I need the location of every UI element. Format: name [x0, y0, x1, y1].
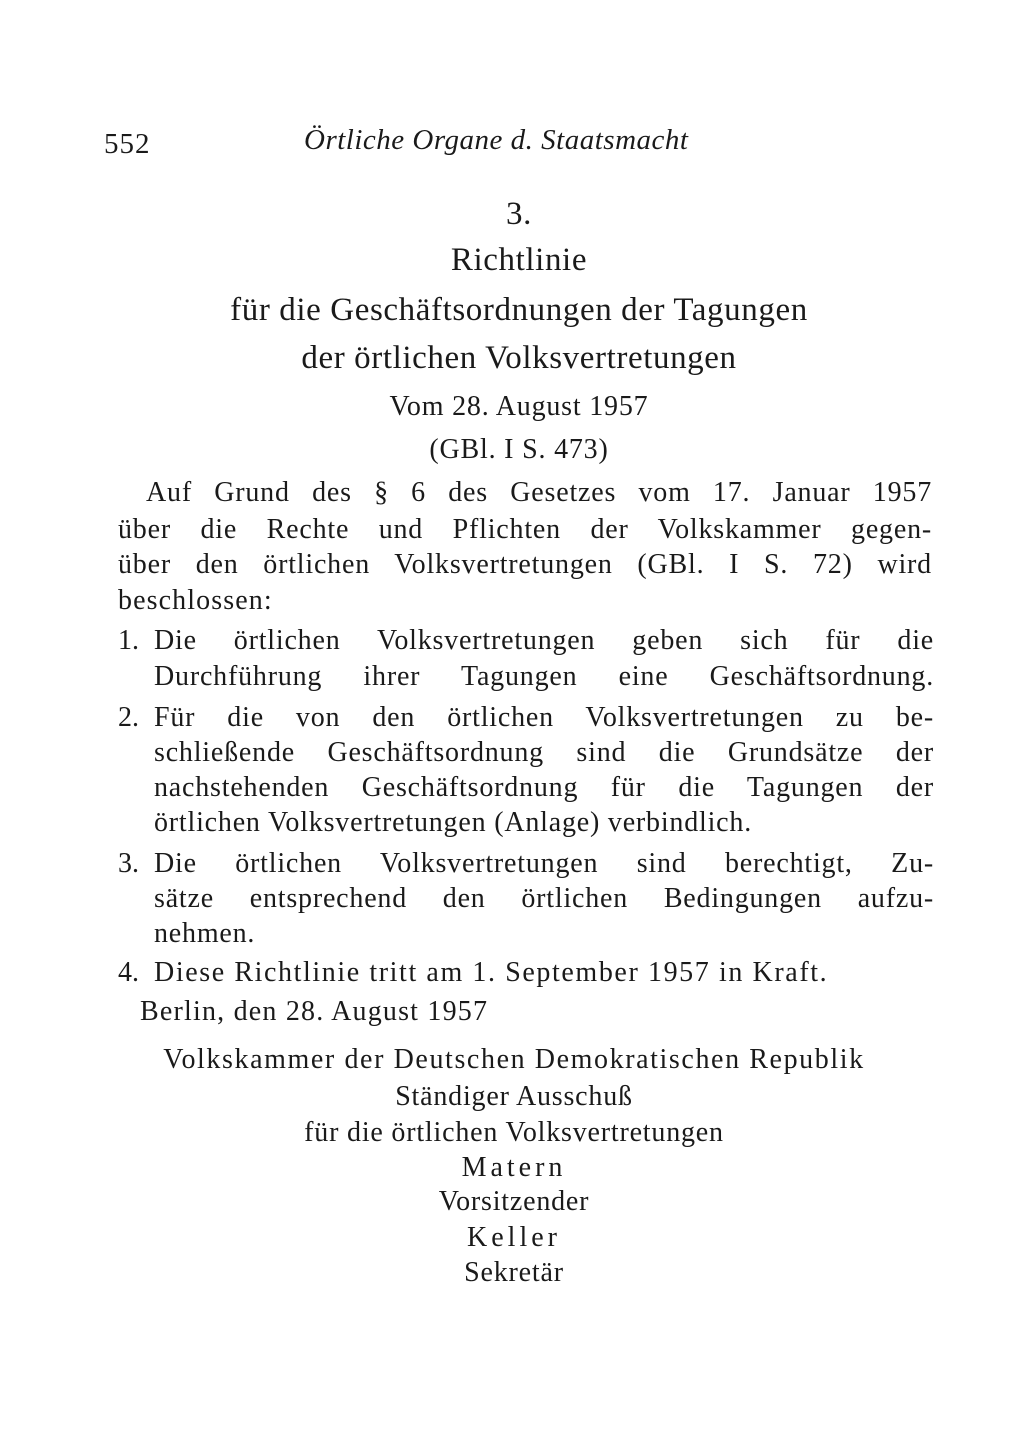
item-line: Für die von den örtlichen Volksvertretungen zu be-	[154, 702, 934, 733]
secretary-name: Keller	[467, 1222, 561, 1253]
preamble-line: über den örtlichen Volksvertretungen (GBl. I S. 72) wird	[118, 549, 932, 580]
item-line: Diese Richtlinie tritt am 1. September 1957 in Kraft.	[154, 957, 829, 988]
signature-committee-scope: für die örtlichen Volksvertretungen	[304, 1117, 724, 1148]
item-number: 4.	[118, 957, 139, 988]
item-line: örtlichen Volksvertretungen (Anlage) verbindlich.	[154, 807, 753, 838]
signature-committee: Ständiger Ausschuß	[395, 1081, 633, 1112]
preamble-line: Auf Grund des § 6 des Gesetzes vom 17. Januar 1957	[146, 477, 932, 508]
page-number: 552	[104, 128, 151, 160]
item-line: sätze entsprechend den örtlichen Bedingungen aufzu-	[154, 883, 934, 914]
signature-body: Volkskammer der Deutschen Demokratischen Republik	[163, 1044, 865, 1075]
item-line: Die örtlichen Volksvertretungen geben sich für die	[154, 625, 934, 656]
page-header	[104, 122, 744, 162]
document-source: (GBl. I S. 473)	[429, 434, 609, 465]
item-number: 3.	[118, 848, 139, 879]
item-line: schließende Geschäftsordnung sind die Grundsätze der	[154, 737, 934, 768]
item-number: 1.	[118, 625, 139, 656]
item-line: nehmen.	[154, 918, 256, 949]
document-subtitle-line-1: für die Geschäftsordnungen der Tagungen	[230, 292, 808, 328]
document-date: Vom 28. August 1957	[389, 391, 649, 422]
item-number: 2.	[118, 702, 139, 733]
place-date: Berlin, den 28. August 1957	[140, 996, 489, 1027]
chair-role: Vorsitzender	[438, 1186, 590, 1217]
secretary-role: Sekretär	[464, 1257, 564, 1288]
preamble-line: beschlossen:	[118, 585, 273, 616]
item-line: Die örtlichen Volksvertretungen sind berechtigt, Zu-	[154, 848, 934, 879]
preamble-line: über die Rechte und Pflichten der Volkskammer gegen-	[118, 514, 932, 545]
chair-name: Matern	[461, 1152, 567, 1183]
item-line: nachstehenden Geschäftsordnung für die Tagungen der	[154, 772, 934, 803]
section-number: 3.	[506, 196, 532, 232]
document-title: Richtlinie	[450, 242, 588, 278]
item-line: Durchführung ihrer Tagungen eine Geschäftsordnung.	[154, 661, 934, 692]
running-title: Örtliche Organe d. Staatsmacht	[304, 124, 689, 156]
document-subtitle-line-2: der örtlichen Volksvertretungen	[301, 340, 737, 376]
